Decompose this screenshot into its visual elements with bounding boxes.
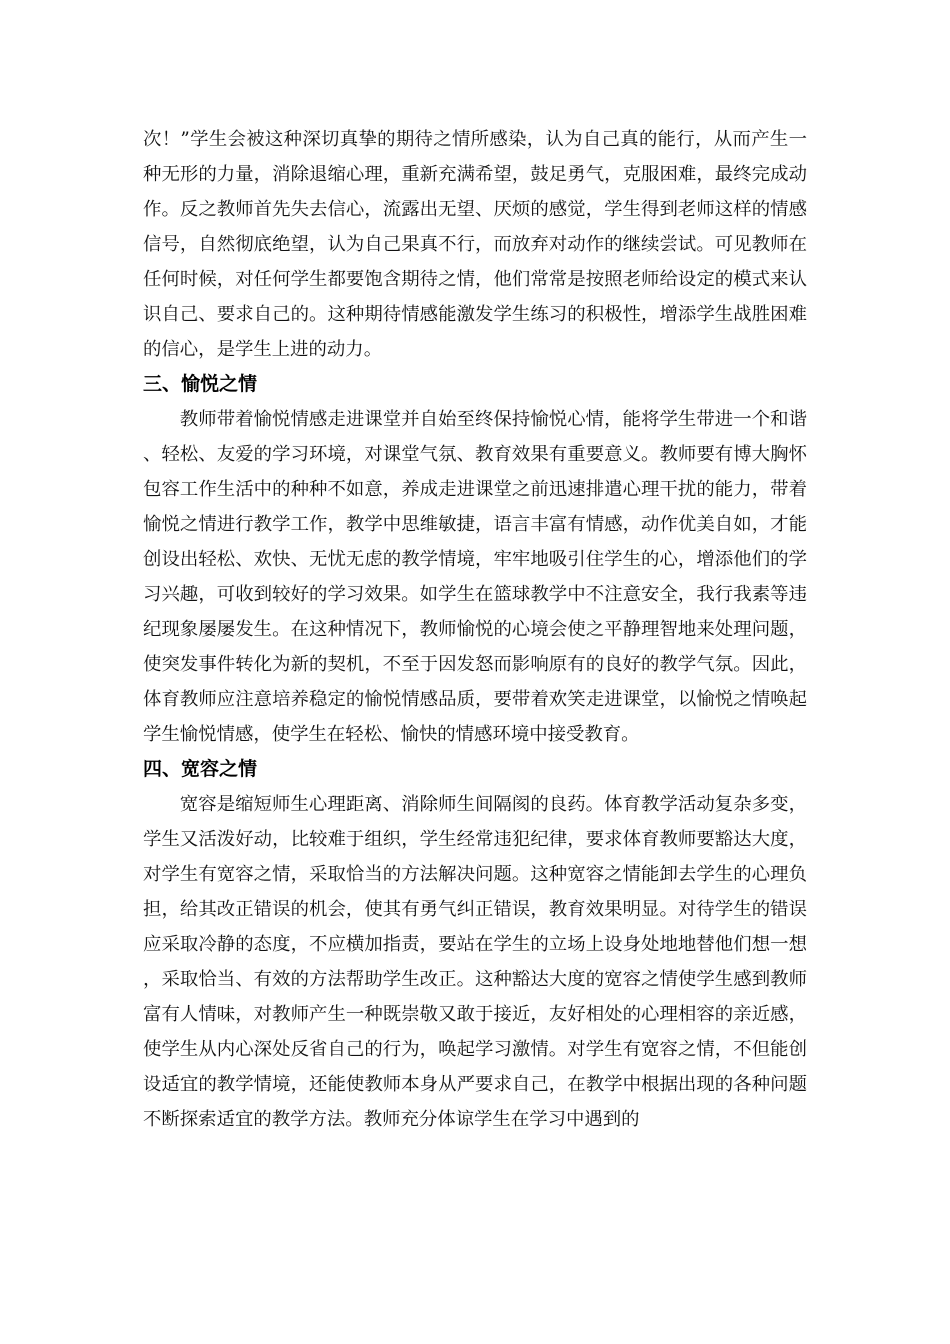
- section-paragraph-tolerance: 宽容是缩短师生心理距离、消除师生间隔阂的良药。体育教学活动复杂多变，学生又活泼好动，比较难于组织，学生经常违犯纪律，要求体育教师要豁达大度，对学生有宽容之情，采取恰当的方法解决问题。这种宽容之情能卸去学生的心理负担，给其改正错误的机会，使其有勇气纠正错误，教育效果明显。对待学生的错误应采取冷静的态度，不应横加指责，要站在学生的立场上设身处地地替他们想一想，采取恰当、有效的方法帮助学生改正。这种豁达大度的宽容之情使学生感到教师富有人情味，对教师产生一种既崇敬又敢于接近，友好相处的心理相容的亲近感，使学生从内心深处反省自己的行为，唤起学习激情。对学生有宽容之情，不但能创设适宜的教学情境，还能使教师本身从严要求自己，在教学中根据出现的各种问题不断探索适宜的教学方法。教师充分体谅学生在学习中遇到的: [143, 794, 807, 1130]
- section-paragraph-joy: 教师带着愉悦情感走进课堂并自始至终保持愉悦心情，能将学生带进一个和谐、轻松、友爱的学习环境，对课堂气氛、教育效果有重要意义。教师要有博大胸怀包容工作生活中的种种不如意，养成走进课堂之前迅速排遣心理干扰的能力，带着愉悦之情进行教学工作，教学中思维敏捷，语言丰富有情感，动作优美自如，才能创设出轻松、欢快、无忧无虑的教学情境，牢牢地吸引住学生的心，增添他们的学习兴趣，可收到较好的学习效果。如学生在篮球教学中不注意安全，我行我素等违纪现象屡屡发生。在这种情况下，教师愉悦的心境会使之平静理智地来处理问题，使突发事件转化为新的契机，不至于因发怒而影响原有的良好的教学气氛。因此，体育教师应注意培养稳定的愉悦情感品质，要带着欢笑走进课堂，以愉悦之情唤起学生愉悦情感，使学生在轻松、愉快的情感环境中接受教育。: [143, 409, 807, 745]
- section-heading-tolerance: 四、宽容之情: [143, 758, 258, 780]
- section-heading-joy: 三、愉悦之情: [143, 373, 258, 395]
- intro-paragraph: 次！”学生会被这种深切真挚的期待之情所感染，认为自己真的能行，从而产生一种无形的力量，消除退缩心理，重新充满希望，鼓足勇气，克服困难，最终完成动作。反之教师首先失去信心，流露出无望、厌烦的感觉，学生得到老师这样的情感信号，自然彻底绝望，认为自己果真不行，而放弃对动作的继续尝试。可见教师在任何时候，对任何学生都要饱含期待之情，他们常常是按照老师给设定的模式来认识自己、要求自己的。这种期待情感能激发学生练习的积极性，增添学生战胜困难的信心，是学生上进的动力。: [143, 129, 807, 360]
- document-body: [143, 122, 807, 1137]
